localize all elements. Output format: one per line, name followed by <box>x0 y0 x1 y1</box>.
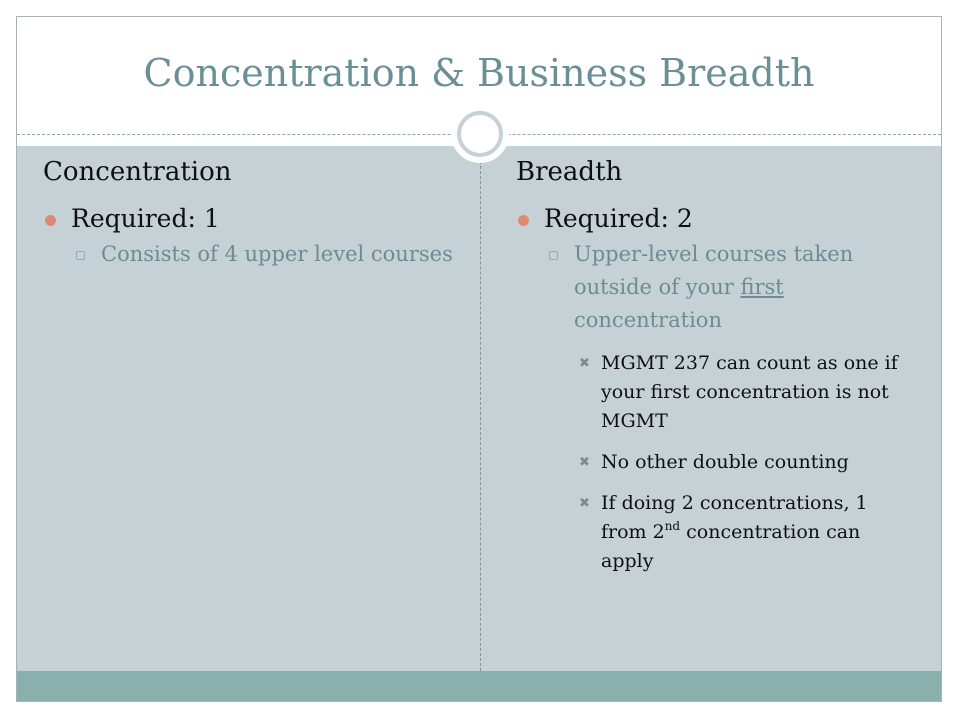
column-divider <box>480 156 481 671</box>
right-sub-text-underlined: first <box>740 275 784 299</box>
left-heading: Concentration <box>43 157 232 187</box>
bullet-dot-icon <box>518 215 529 226</box>
slide-title: Concentration & Business Breadth <box>143 51 815 95</box>
list-item <box>516 349 911 436</box>
slide-frame <box>16 16 942 702</box>
list-item-text: No other double counting <box>601 451 849 473</box>
x-bullet-icon: ✖ <box>579 496 590 511</box>
right-column <box>516 157 926 576</box>
left-sub-bullet <box>43 238 463 271</box>
left-sub-text: Consists of 4 upper level courses <box>101 242 453 266</box>
square-bullet-icon <box>76 251 85 260</box>
bullet-dot-icon <box>45 215 56 226</box>
x-bullet-icon: ✖ <box>579 455 590 470</box>
left-column <box>43 157 463 271</box>
x-bullet-icon: ✖ <box>579 356 590 371</box>
list-item <box>516 489 911 576</box>
right-bullet <box>516 204 926 234</box>
list-item-text-part2: concentration can apply <box>601 521 861 572</box>
right-bullet-text: Required: 2 <box>544 204 693 233</box>
right-sub-text-before: Upper-level courses taken outside of your <box>574 242 854 299</box>
list-item-text: MGMT 237 can count as one if your first concentration is not MGMT <box>601 352 898 432</box>
circle-ornament <box>451 105 509 163</box>
right-heading: Breadth <box>516 157 623 187</box>
left-bullet <box>43 204 463 234</box>
circle-ornament-ring <box>457 111 503 157</box>
list-item-text-part1: If doing 2 concentrations, 1 from 2 <box>601 492 868 543</box>
list-item <box>516 448 911 477</box>
footer-bar <box>17 671 941 702</box>
left-bullet-text: Required: 1 <box>71 204 220 233</box>
right-sub-bullet <box>516 238 926 337</box>
list-item-superscript: nd <box>664 519 681 533</box>
right-sub-text-after: concentration <box>574 308 722 332</box>
square-bullet-icon <box>549 251 558 260</box>
